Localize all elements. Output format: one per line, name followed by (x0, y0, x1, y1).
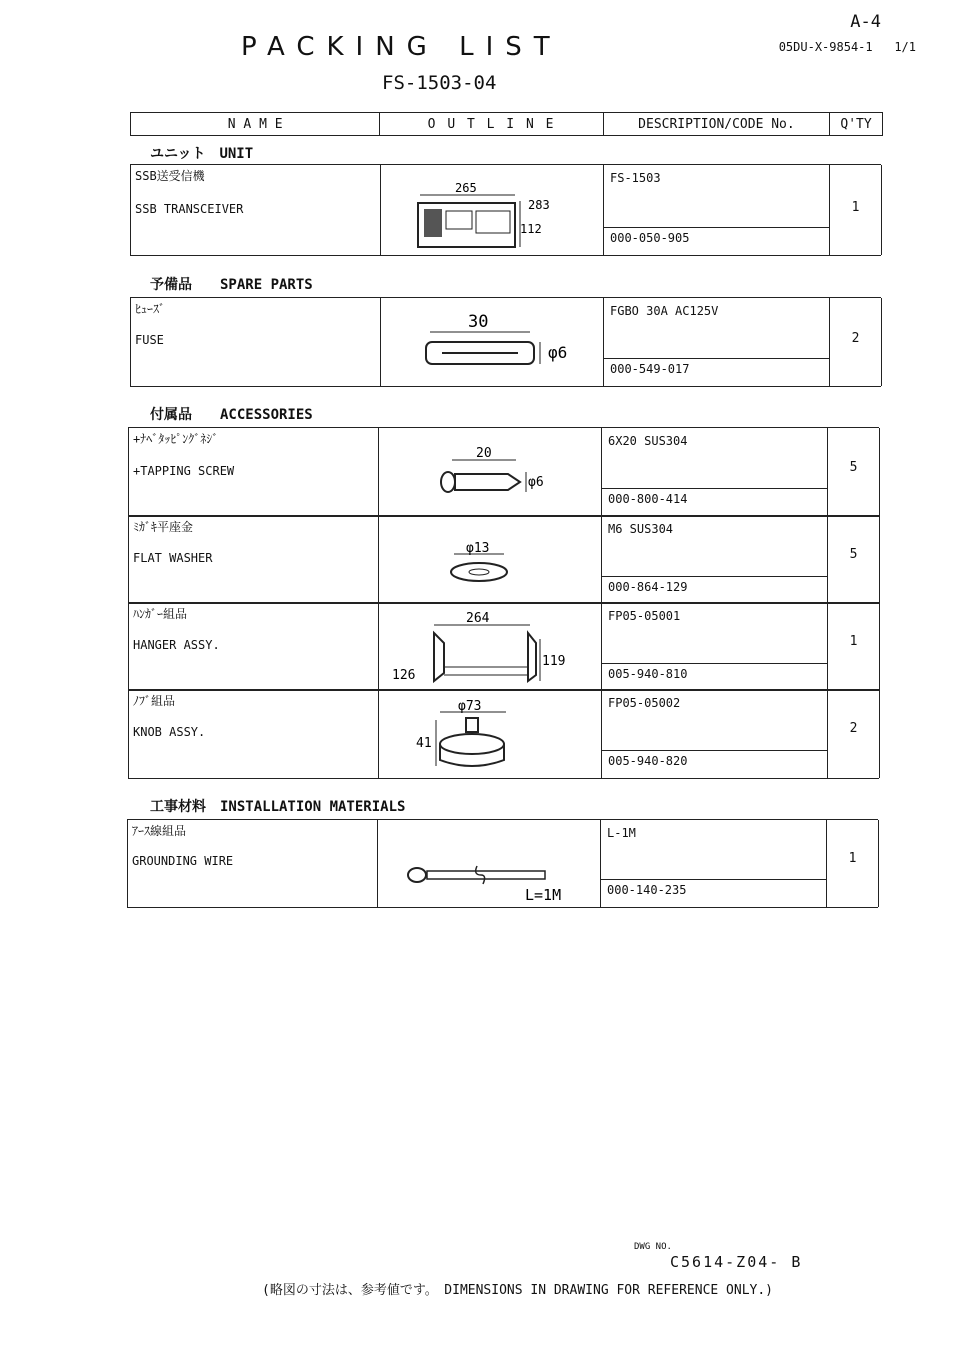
dim-length: 30 (468, 312, 489, 332)
item-name-en: FUSE (135, 333, 164, 347)
item-name-en: KNOB ASSY. (133, 725, 206, 739)
item-name-en: GROUNDING WIRE (132, 854, 234, 868)
dim-length: L=1M (525, 886, 562, 904)
item-code-number: 000-140-235 (607, 883, 687, 897)
dim-diameter: φ6 (528, 475, 544, 490)
item-code-spec: L-1M (607, 826, 636, 840)
section-accessories: 付属品 ACCESSORIES (150, 407, 313, 423)
dim-width: 264 (466, 611, 490, 626)
section-unit: ユニット UNIT (150, 146, 254, 162)
dim-width: 265 (455, 181, 477, 195)
item-row-tapping-screw (128, 427, 879, 517)
dim-depth: 283 (528, 198, 550, 212)
fuse-outline-drawing (380, 298, 603, 386)
knob-outline-drawing (378, 690, 601, 778)
document-number-line (779, 40, 916, 54)
item-code-spec: FS-1503 (610, 171, 661, 185)
item-qty: 2 (851, 331, 860, 346)
item-name-jp: ﾐｶﾞｷ平座金 (133, 520, 194, 534)
column-description: DESCRIPTION/CODE No. (604, 113, 830, 135)
reference-note: (略図の寸法は、参考値です。 DIMENSIONS IN DRAWING FOR REFERENCE ONLY.) (262, 1283, 774, 1298)
screw-outline-drawing (378, 428, 601, 516)
item-row-transceiver (130, 164, 881, 256)
item-name-en: SSB TRANSCEIVER (135, 202, 244, 216)
dim-depth: 126 (392, 668, 416, 683)
dim-diameter: φ73 (458, 699, 482, 714)
item-code-number: 000-864-129 (608, 580, 688, 594)
washer-outline-drawing (378, 516, 601, 603)
dim-diameter: φ6 (548, 343, 568, 362)
item-qty: 5 (849, 460, 858, 475)
hanger-outline-drawing (378, 603, 601, 690)
dim-diameter: φ13 (466, 541, 490, 556)
document-number: 05DU-X-9854-1 (778, 40, 873, 54)
column-qty: Q'TY (840, 116, 872, 132)
item-row-flat-washer (128, 515, 879, 604)
page-title: PACKING LIST (241, 32, 562, 62)
item-qty: 2 (849, 721, 858, 736)
column-header-row (130, 112, 883, 136)
item-code-spec: FP05-05001 (608, 609, 681, 623)
item-qty: 1 (849, 634, 858, 649)
item-row-fuse (130, 297, 881, 387)
item-code-number: 000-050-905 (610, 231, 690, 245)
item-name-jp: ﾊﾝｶﾞｰ組品 (133, 607, 188, 621)
column-outline: O U T L I N E (380, 113, 603, 135)
item-name-jp: ﾋｭｰｽﾞ (135, 302, 166, 316)
item-code-spec: FP05-05002 (608, 696, 681, 710)
page-number: 1/1 (894, 40, 916, 54)
item-row-grounding-wire (127, 819, 878, 908)
item-name-jp: SSB送受信機 (135, 169, 205, 183)
item-code-spec: M6 SUS304 (608, 522, 674, 536)
dim-height: 112 (520, 222, 542, 236)
section-installation-materials: 工事材料 INSTALLATION MATERIALS (150, 799, 406, 815)
dim-height: 119 (542, 654, 566, 669)
item-code-number: 000-800-414 (608, 492, 688, 506)
column-name: N A M E (131, 113, 380, 135)
sheet-number: A-4 (850, 12, 881, 32)
item-name-jp: ｱｰｽ線組品 (132, 824, 187, 838)
item-name-jp: ﾉﾌﾞ組品 (133, 694, 176, 708)
item-name-jp: +ﾅﾍﾞﾀｯﾋﾟﾝｸﾞﾈｼﾞ (133, 432, 219, 446)
item-name-en: FLAT WASHER (133, 551, 213, 565)
item-code-spec: FGBO 30A AC125V (610, 304, 719, 318)
item-code-number: 005-940-820 (608, 754, 688, 768)
section-spare-parts: 予備品 SPARE PARTS (150, 277, 313, 293)
item-code-number: 000-549-017 (610, 362, 690, 376)
item-qty: 1 (848, 851, 857, 866)
item-code-spec: 6X20 SUS304 (608, 434, 688, 448)
transceiver-outline-drawing (380, 165, 603, 255)
item-row-hanger-assy (128, 602, 879, 691)
item-qty: 1 (851, 200, 860, 215)
ground-wire-outline-drawing (377, 820, 600, 907)
item-code-number: 005-940-810 (608, 667, 688, 681)
dim-length: 20 (476, 446, 492, 461)
item-name-en: HANGER ASSY. (133, 638, 220, 652)
drawing-number-label: DWG NO. (634, 1242, 672, 1252)
dim-height: 41 (416, 736, 432, 751)
drawing-number: C5614-Z04- B (670, 1253, 803, 1271)
model-number: FS-1503-04 (382, 72, 497, 94)
item-qty: 5 (849, 547, 858, 562)
item-name-en: +TAPPING SCREW (133, 464, 235, 478)
item-row-knob-assy (128, 689, 879, 779)
